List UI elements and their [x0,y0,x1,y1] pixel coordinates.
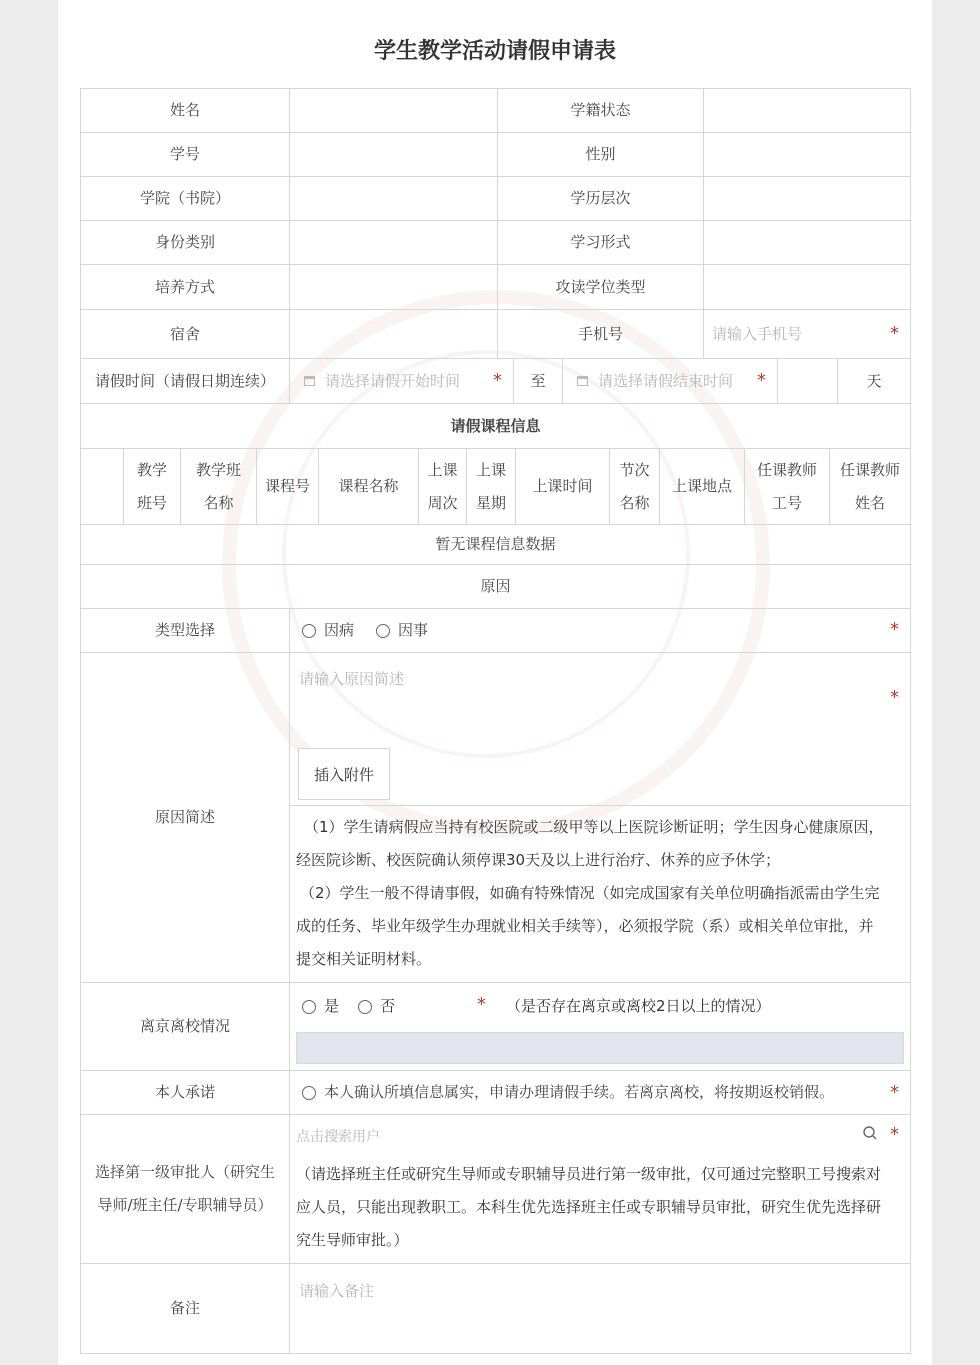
radio-icon [302,1086,316,1100]
approver-note-line: （请选择班主任或研究生导师或专职辅导员进行第一级审批，仅可通过完整职工号搜索对 [296,1165,882,1183]
leave-days-value [777,358,838,404]
course-header-weekday [466,448,516,525]
leave-days-unit: 天 [837,358,911,404]
leave-beijing-required-mark: * [477,994,486,1015]
leave-beijing-hint: （是否存在离京或离校2日以上的情况） [506,997,771,1015]
calendar-icon [577,376,588,386]
reason-type-sick[interactable] [302,620,354,641]
course-header-teacher-id [744,448,830,525]
reason-note-line: （1）学生请病假应当持有校医院或二级甲等以上医院诊断证明；学生因身心健康原因， [304,818,884,836]
reason-note-line: 提交相关证明材料。 [296,950,432,968]
course-header-section-line1: 节次 [619,460,650,479]
leave-to-label: 至 [513,358,563,404]
course-header-section [609,448,660,525]
phone-label: 手机号 [497,309,704,359]
insert-attachment-button[interactable]: 插入附件 [298,748,390,800]
leave-time-label: 请假时间（请假日期连续） [80,358,290,404]
status-label: 学籍状态 [497,88,704,133]
leave-beijing-detail-field[interactable] [296,1032,904,1064]
course-header-checkbox [80,448,124,525]
training-label: 培养方式 [80,264,290,310]
reason-desc-placeholder: 请输入原因简述 [299,670,405,688]
approver-label [80,1114,290,1264]
reason-note-line: （2）学生一般不得请事假，如确有特殊情况（如完成国家有关单位明确指派需由学生完 [300,884,880,902]
course-header-weekday-line2: 星期 [475,493,506,512]
reason-type-options [289,608,911,653]
gender-label: 性别 [497,132,704,177]
name-label: 姓名 [80,88,290,133]
reason-note-line: 经医院诊断、校医院确认须停课30天及以上进行治疗、休养的应予休学； [296,851,781,869]
approver-label-line1: 选择第一级审批人（研究生 [94,1163,275,1181]
reason-desc-required-mark: * [890,687,899,708]
approver-note-line: 应人员，只能出现教职工。本科生优先选择班主任或专职辅导员审批，研究生优先选择研 [296,1198,882,1216]
leave-end-required-mark: * [757,370,766,391]
approver-label-line2: 导师/班主任/专职辅导员） [97,1196,273,1214]
dorm-label: 宿舍 [80,309,290,359]
course-header-course-name: 课程名称 [318,448,419,525]
search-icon[interactable] [862,1125,878,1141]
reason-type-label: 类型选择 [80,608,290,653]
study-form-value [703,220,911,265]
reason-note-line: 成的任务、毕业年级学生办理就业相关手续等），必须报学院（系）或相关单位审批，并 [296,917,874,935]
promise-checkbox[interactable] [302,1082,834,1103]
page-title: 学生教学活动请假申请表 [373,39,616,64]
course-header-class-no [123,448,181,525]
course-header-section-line2: 名称 [619,493,650,512]
radio-icon [302,1000,316,1014]
course-header-class-no-line2: 班号 [136,493,167,512]
student-id-label: 学号 [80,132,290,177]
approver-note-line: 究生导师审批。） [296,1231,409,1249]
course-header-weekday-line1: 上课 [475,460,506,479]
status-value [703,88,911,133]
promise-text: 本人确认所填信息属实，申请办理请假手续。若离京离校，将按期返校销假。 [324,1083,835,1101]
leave-end-input[interactable] [562,358,778,404]
college-value [289,176,498,221]
college-label: 学院（书院） [80,176,290,221]
phone-required-mark: * [890,323,899,344]
promise-label: 本人承诺 [80,1070,290,1115]
reason-type-personal-label: 因事 [398,621,429,639]
course-header-time: 上课时间 [515,448,610,525]
reason-desc-label: 原因简述 [80,652,290,983]
degree-type-value [703,264,911,310]
dorm-value [289,309,498,359]
promise-required-mark: * [890,1082,899,1103]
reason-type-sick-label: 因病 [324,621,355,639]
reason-type-required-mark: * [890,619,899,640]
reason-section-title: 原因 [80,564,911,609]
phone-placeholder: 请输入手机号 [712,324,803,343]
edu-level-label: 学历层次 [497,176,704,221]
approver-search-input[interactable] [290,1120,880,1150]
course-header-teacher-name-line2: 姓名 [854,493,885,512]
approver-note [296,1158,906,1257]
leave-beijing-label: 离京离校情况 [80,982,290,1071]
course-empty-message: 暂无课程信息数据 [80,524,911,565]
leave-beijing-yes-label: 是 [324,997,340,1015]
training-value [289,264,498,310]
remark-input[interactable] [289,1263,911,1354]
remark-label: 备注 [80,1263,290,1354]
course-header-week-line2: 周次 [427,493,458,512]
approver-required-mark: * [890,1124,899,1145]
leave-beijing-yes[interactable] [302,995,339,1016]
leave-start-required-mark: * [493,370,502,391]
leave-beijing-no-label: 否 [380,997,396,1015]
identity-value [289,220,498,265]
radio-icon [358,1000,372,1014]
phone-input[interactable] [703,309,911,359]
identity-label: 身份类别 [80,220,290,265]
calendar-icon [304,376,315,386]
radio-icon [376,624,390,638]
name-value [289,88,498,133]
course-header-location: 上课地点 [659,448,745,525]
student-id-value [289,132,498,177]
course-header-week [418,448,467,525]
approver-search-placeholder: 点击搜索用户 [296,1129,380,1145]
course-header-class-name-line2: 名称 [203,493,234,512]
course-header-teacher-id-line1: 任课教师 [756,460,817,479]
course-section-title: 请假课程信息 [80,403,911,449]
remark-placeholder: 请输入备注 [299,1282,375,1300]
promise-field [289,1070,911,1115]
course-header-class-name-line1: 教学班 [195,460,241,479]
leave-end-placeholder: 请选择请假结束时间 [598,371,734,390]
reason-type-personal[interactable] [376,620,428,641]
reason-note-text [296,811,906,976]
course-header-class-name [180,448,257,525]
course-header-class-no-line1: 教学 [136,460,167,479]
edu-level-value [703,176,911,221]
gender-value [703,132,911,177]
leave-beijing-no[interactable] [358,995,395,1016]
course-header-teacher-name [829,448,911,525]
radio-icon [302,624,316,638]
course-header-teacher-name-line1: 任课教师 [839,460,900,479]
degree-type-label: 攻读学位类型 [497,264,704,310]
course-header-week-line1: 上课 [427,460,458,479]
course-header-teacher-id-line2: 工号 [771,493,802,512]
study-form-label: 学习形式 [497,220,704,265]
leave-start-placeholder: 请选择请假开始时间 [325,371,461,390]
leave-start-input[interactable] [289,358,514,404]
course-header-course-no: 课程号 [256,448,319,525]
